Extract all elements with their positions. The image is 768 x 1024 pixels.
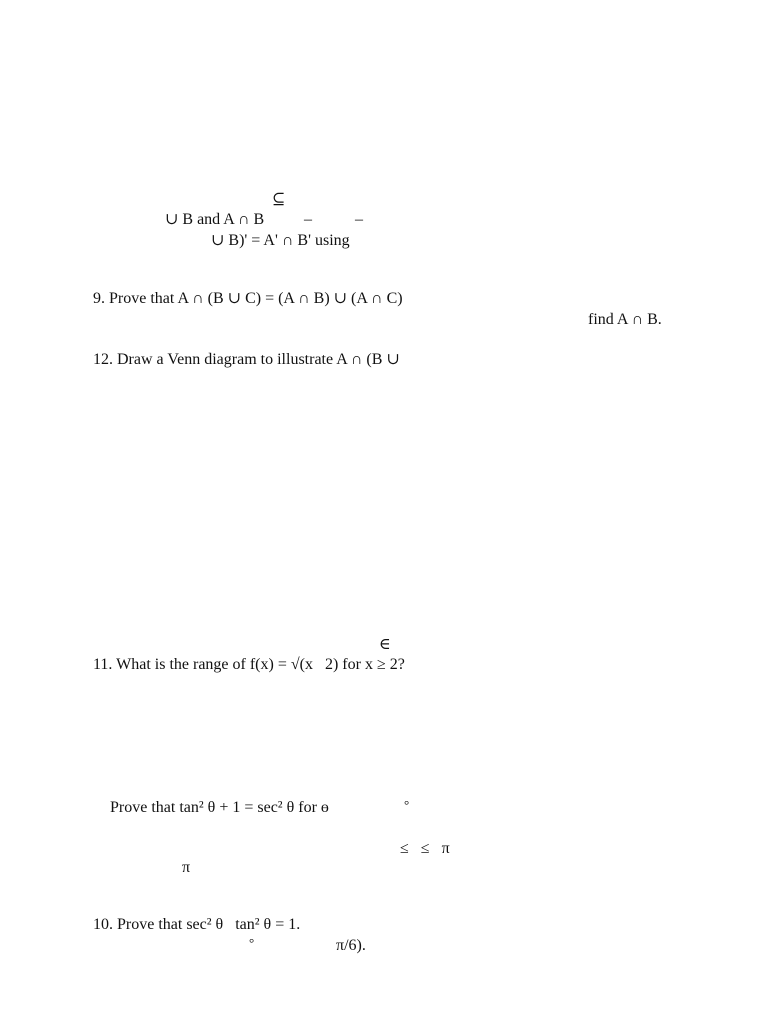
pi-sixth-text: π/6). [336,937,366,954]
de-morgan-law-text: ∪ B)' = A' ∩ B' using [211,232,350,249]
pi-symbol: π [182,859,191,876]
dash-mark: – [355,211,363,228]
dash-mark: – [304,211,312,228]
degree-symbol: ° [249,935,255,950]
trig-identity-question: Prove that tan² θ + 1 = sec² θ for ɵ [110,799,329,816]
union-and-intersection-text: ∪ B and A ∩ B [165,211,265,228]
find-intersection-text: find A ∩ B. [588,311,662,328]
question-9: 9. Prove that A ∩ (B ∪ C) = (A ∩ B) ∪ (A ∩ C) [93,290,403,307]
subset-symbol: ⊆ [272,191,286,208]
element-of-symbol: ∈ [379,636,391,653]
question-10: 10. Prove that sec² θ tan² θ = 1. [93,916,301,933]
question-11: 11. What is the range of f(x) = √(x 2) for x ≥ 2? [93,656,405,673]
degree-symbol: ° [404,797,410,812]
question-12: 12. Draw a Venn diagram to illustrate A ∩ (B ∪ [93,351,400,368]
inequality-range: ≤ ≤ π [400,840,450,857]
